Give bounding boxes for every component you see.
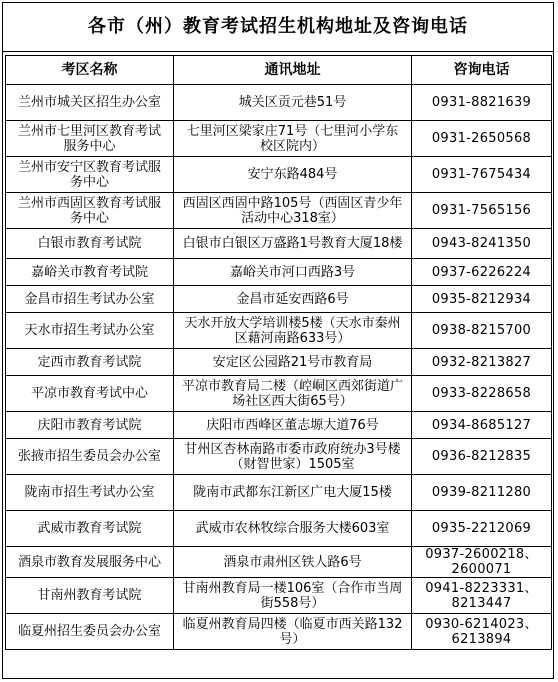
address-cell: 安宁东路484号 <box>174 157 412 193</box>
phone-cell: 0943-8241350 <box>412 229 552 259</box>
address-cell: 西固区西固中路105号（西固区青少年活动中心318室） <box>174 193 412 229</box>
region-name-cell: 兰州市城关区招生办公室 <box>6 85 174 121</box>
address-cell: 白银市白银区万盛路1号教育大厦18楼 <box>174 229 412 259</box>
phone-cell: 0933-8228658 <box>412 376 552 412</box>
phone-cell: 0937-2600218、2600071 <box>412 547 552 578</box>
table-row <box>6 259 552 286</box>
phone-cell: 0931-2650568 <box>412 121 552 157</box>
region-name-cell: 平凉市教育考试中心 <box>6 376 174 412</box>
region-name-cell: 武威市教育考试院 <box>6 511 174 547</box>
address-cell: 临夏州教育局四楼（临夏市西关路132号） <box>174 614 412 650</box>
address-cell: 天水开放大学培训楼5楼（天水市秦州区藉河南路633号） <box>174 313 412 349</box>
address-cell: 平凉市教育局二楼（崆峒区西郊街道广场社区西大街65号） <box>174 376 412 412</box>
address-cell: 城关区贡元巷51号 <box>174 85 412 121</box>
address-cell: 陇南市武都东江新区广电大厦15楼 <box>174 475 412 511</box>
table-row <box>6 547 552 578</box>
address-cell: 武威市农林牧综合服务大楼603室 <box>174 511 412 547</box>
table-row <box>6 85 552 121</box>
contact-table <box>5 55 552 650</box>
region-name-cell: 甘南州教育考试院 <box>6 578 174 614</box>
address-cell: 七里河区梁家庄71号（七里河小学东校区院内） <box>174 121 412 157</box>
table-row <box>6 614 552 650</box>
region-name-cell: 兰州市安宁区教育考试服务中心 <box>6 157 174 193</box>
phone-cell: 0930-6214023、6213894 <box>412 614 552 650</box>
address-cell: 安定区公园路21号市教育局 <box>174 349 412 376</box>
region-name-cell: 酒泉市教育发展服务中心 <box>6 547 174 578</box>
table-row <box>6 313 552 349</box>
region-name-cell: 兰州市西固区教育考试服务中心 <box>6 193 174 229</box>
page-title: 各市（州）教育考试招生机构地址及咨询电话 <box>3 3 553 52</box>
document-frame <box>2 2 554 679</box>
phone-cell: 0935-8212934 <box>412 286 552 313</box>
region-name-cell: 白银市教育考试院 <box>6 229 174 259</box>
table-row <box>6 412 552 439</box>
table-row <box>6 578 552 614</box>
region-name-cell: 天水市招生考试办公室 <box>6 313 174 349</box>
table-body <box>6 85 552 650</box>
phone-cell: 0936-8212835 <box>412 439 552 475</box>
address-cell: 庆阳市西峰区董志塬大道76号 <box>174 412 412 439</box>
phone-cell: 0938-8215700 <box>412 313 552 349</box>
table-row <box>6 349 552 376</box>
phone-cell: 0935-2212069 <box>412 511 552 547</box>
table-row <box>6 286 552 313</box>
phone-cell: 0934-8685127 <box>412 412 552 439</box>
region-name-cell: 定西市教育考试院 <box>6 349 174 376</box>
header-address: 通讯地址 <box>174 56 412 85</box>
address-cell: 酒泉市肃州区铁人路6号 <box>174 547 412 578</box>
table-row <box>6 511 552 547</box>
phone-cell: 0931-7565156 <box>412 193 552 229</box>
table-row <box>6 193 552 229</box>
table-row <box>6 439 552 475</box>
header-phone: 咨询电话 <box>412 56 552 85</box>
table-row <box>6 376 552 412</box>
address-cell: 金昌市延安西路6号 <box>174 286 412 313</box>
phone-cell: 0941-8223331、8213447 <box>412 578 552 614</box>
address-cell: 甘南州教育局一楼106室（合作市当周街558号） <box>174 578 412 614</box>
table-row <box>6 475 552 511</box>
phone-cell: 0939-8211280 <box>412 475 552 511</box>
phone-cell: 0931-7675434 <box>412 157 552 193</box>
table-row <box>6 157 552 193</box>
region-name-cell: 庆阳市教育考试院 <box>6 412 174 439</box>
region-name-cell: 张掖市招生委员会办公室 <box>6 439 174 475</box>
region-name-cell: 金昌市招生考试办公室 <box>6 286 174 313</box>
table-header-row <box>6 56 552 85</box>
region-name-cell: 陇南市招生考试办公室 <box>6 475 174 511</box>
table-row <box>6 229 552 259</box>
region-name-cell: 临夏州招生委员会办公室 <box>6 614 174 650</box>
region-name-cell: 嘉峪关市教育考试院 <box>6 259 174 286</box>
header-region-name: 考区名称 <box>6 56 174 85</box>
phone-cell: 0932-8213827 <box>412 349 552 376</box>
phone-cell: 0937-6226224 <box>412 259 552 286</box>
phone-cell: 0931-8821639 <box>412 85 552 121</box>
table-row <box>6 121 552 157</box>
address-cell: 甘州区杏林南路市委市政府统办3号楼（财智世家）1505室 <box>174 439 412 475</box>
region-name-cell: 兰州市七里河区教育考试服务中心 <box>6 121 174 157</box>
address-cell: 嘉峪关市河口西路3号 <box>174 259 412 286</box>
